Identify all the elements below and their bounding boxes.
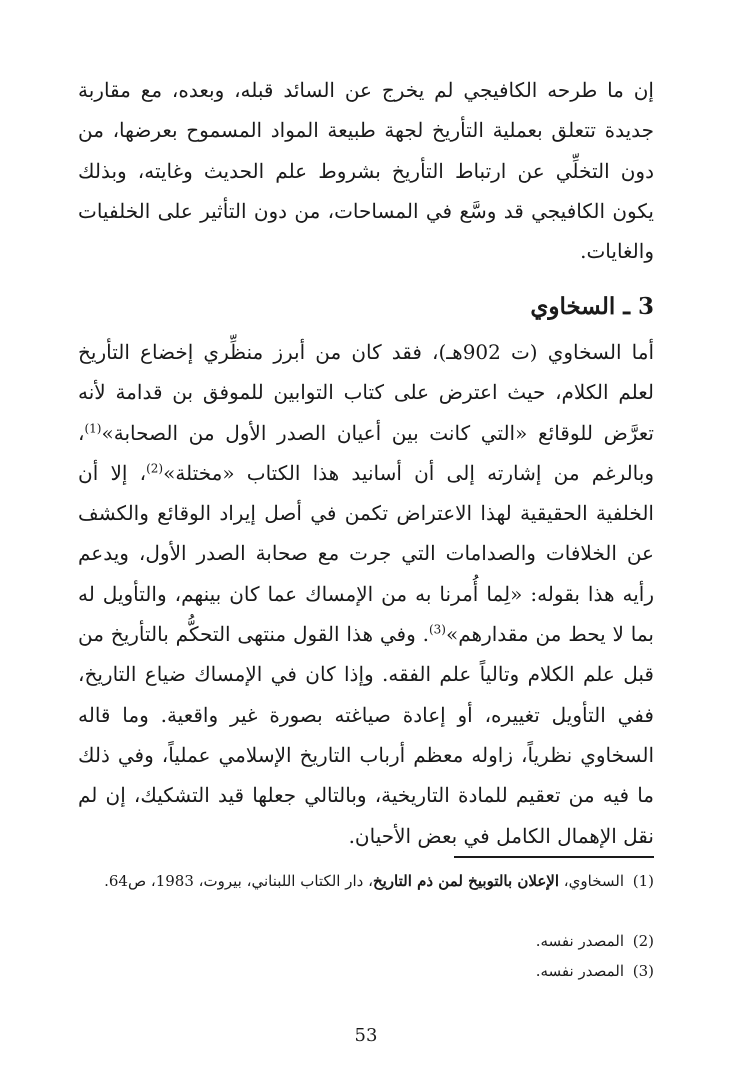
footnote-ref-2[interactable]: (2) <box>146 461 164 476</box>
paragraph-text-d: . وفي هذا القول منتهى التحكُّم بالتأريخ من قبل علم الكلام وتالياً علم الفقه. وإذا كان في الإمساك ضياع التاريخ، ففي التأويل تغييره، أو إعادة صياغته بصورة غير واقعية. وما قاله السخاوي نظرياً، زاوله معظم أرباب التاريخ الإسلامي عملياً، وفي ذلك ما فيه من تعقيم للمادة التاريخية، وبالتالي جعلها قيد التشكيك، إن لم نقل الإهمال الكامل في بعض الأحيان. <box>78 622 654 848</box>
footnote-1 <box>78 868 654 894</box>
footnote-number: (2) <box>632 932 654 950</box>
footnote-publication: ، دار الكتاب اللبناني، بيروت، 1983، ص64. <box>104 872 373 890</box>
footnote-number: (1) <box>632 872 654 890</box>
footnote-book-title: الإعلان بالتوبيخ لمن ذم التاريخ <box>372 872 560 890</box>
footnote-number: (3) <box>632 962 654 980</box>
paragraph-text-c: ، إلا أن الخلفية الحقيقية لهذا الاعتراض تكمن في أصل إيراد الوقائع والكشف عن الخلافات والصدامات التي جرت مع صحابة الصدر الأول، ويدعم رأيه هذا بقوله: «لِما أُمرنا به من الإمساك عما كان بينهم، والتأويل له بما لا يحط من مقدارهم» <box>78 460 654 647</box>
footnote-ref-3[interactable]: (3) <box>428 622 446 637</box>
page-number: 53 <box>354 1025 378 1046</box>
footnote-ref-1[interactable]: (1) <box>84 420 102 435</box>
footnote-2 <box>78 928 654 954</box>
paragraph-sakhawi <box>78 332 654 856</box>
footnote-text <box>104 868 624 894</box>
footnote-3 <box>78 958 654 984</box>
footnote-text: المصدر نفسه. <box>535 932 624 950</box>
paragraph-intro: إن ما طرحه الكافيجي لم يخرج عن السائد قبله، وبعده، مع مقاربة جديدة تتعلق بعملية التأريخ لجهة طبيعة المواد المسموح بعرضها، من دون التخلِّي عن ارتباط التأريخ بشروط علم الحديث وغايته، وبذلك يكون الكافيجي قد وسَّع في المساحات، من دون التأثير على الخلفيات والغايات. <box>78 78 654 264</box>
paragraph-text-a: أما السخاوي (ت 902هـ)، فقد كان من أبرز منظِّري إخضاع التأريخ لعلم الكلام، حيث اعترض على كتاب التوابين للموفق بن قدامة لأنه تعرَّض للوقائع «التي كانت بين أعيان الصدر الأول من الصحابة» <box>78 340 654 445</box>
footnote-divider <box>454 856 654 858</box>
section-heading: 3 ـ السخاوي <box>530 293 654 321</box>
footnote-author: السخاوي، <box>559 872 624 890</box>
paragraph-text-b: ، وبالرغم من إشارته إلى أن أسانيد هذا الكتاب «مختلة» <box>78 420 654 485</box>
footnote-text: المصدر نفسه. <box>535 962 624 980</box>
